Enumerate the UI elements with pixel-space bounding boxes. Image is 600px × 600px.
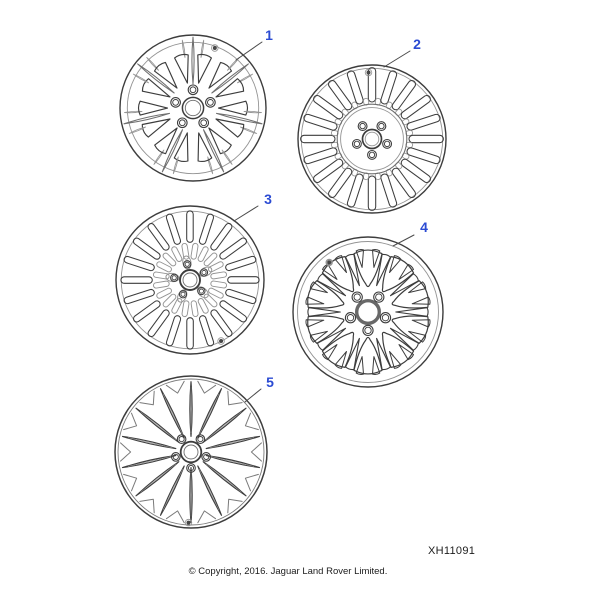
wheel-option-1[interactable] xyxy=(120,35,266,181)
callout-2[interactable]: 2 xyxy=(413,36,421,52)
callout-5[interactable]: 5 xyxy=(266,374,274,390)
callout-leader-lines xyxy=(234,42,414,402)
wheel-option-4[interactable] xyxy=(293,237,443,387)
diagram-code: XH11091 xyxy=(428,545,476,557)
copyright-notice: © Copyright, 2016. Jaguar Land Rover Limited. xyxy=(188,566,388,577)
wheel-option-5[interactable] xyxy=(115,376,267,528)
callout-4[interactable]: 4 xyxy=(420,219,428,235)
callout-3[interactable]: 3 xyxy=(264,191,272,207)
wheel-option-2[interactable] xyxy=(298,65,446,213)
wheel-option-3[interactable] xyxy=(116,206,264,354)
callout-1[interactable]: 1 xyxy=(265,27,273,43)
